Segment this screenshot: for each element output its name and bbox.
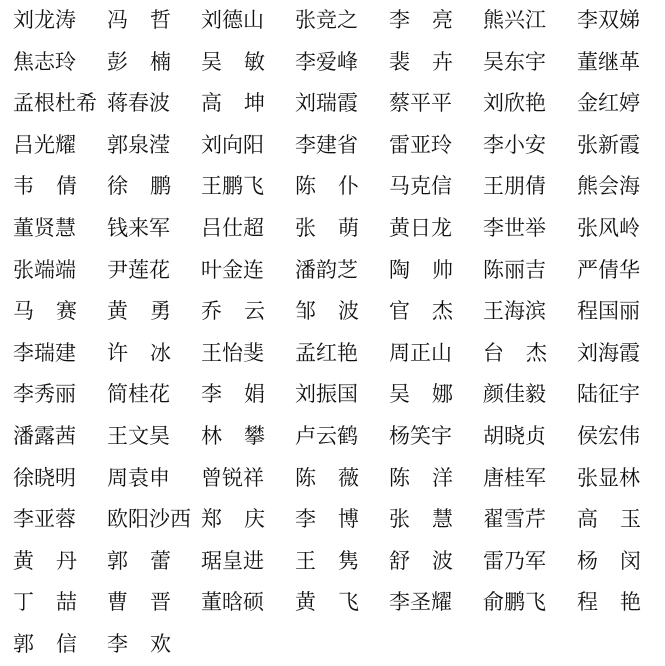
name-item: 冯 哲 xyxy=(107,8,171,32)
name-item: 颜佳毅 xyxy=(483,382,546,407)
name-item: 台 杰 xyxy=(483,340,547,365)
name-item: 金红婷 xyxy=(577,91,640,116)
name-item: 陆征宇 xyxy=(577,382,640,407)
name-item: 黄 丹 xyxy=(13,548,77,573)
name-item: 郭 蕾 xyxy=(107,548,171,573)
name-item: 董继革 xyxy=(577,49,640,74)
name-item: 高 玉 xyxy=(577,507,641,532)
name-item: 李 博 xyxy=(295,507,359,532)
name-item: 张显林 xyxy=(577,465,640,490)
name-item: 郭 信 xyxy=(13,631,77,656)
name-item: 曾锐祥 xyxy=(201,465,264,490)
name-item: 董晗硕 xyxy=(201,590,264,615)
name-item: 舒 波 xyxy=(389,548,453,573)
name-item: 俞鹏飞 xyxy=(483,590,546,615)
name-item: 张端端 xyxy=(13,257,76,282)
name-item: 高 坤 xyxy=(201,91,265,116)
name-item: 李圣耀 xyxy=(389,590,452,615)
name-item: 张竞之 xyxy=(295,8,358,32)
name-item: 孟红艳 xyxy=(295,340,358,365)
name-item: 王海滨 xyxy=(483,299,546,324)
name-item: 潘露茜 xyxy=(13,423,76,448)
name-item: 陶 帅 xyxy=(389,257,453,282)
name-item: 刘向阳 xyxy=(201,132,264,157)
name-item: 李 欢 xyxy=(107,631,171,656)
name-list xyxy=(13,0,663,666)
name-item: 张 萌 xyxy=(295,215,359,240)
name-item: 邹 波 xyxy=(295,299,359,324)
name-item: 吕仕超 xyxy=(201,215,264,240)
name-item: 黄日龙 xyxy=(389,215,452,240)
name-item: 张 慧 xyxy=(389,507,453,532)
name-item: 黄 飞 xyxy=(295,590,359,615)
name-item: 陈 薇 xyxy=(295,465,359,490)
name-item: 琚皇进 xyxy=(201,548,264,573)
name-item: 李 娟 xyxy=(201,382,265,407)
name-item: 丁 喆 xyxy=(13,590,77,615)
name-item: 吴 娜 xyxy=(389,382,453,407)
name-item: 李双娣 xyxy=(577,8,640,32)
name-item: 陈 洋 xyxy=(389,465,453,490)
name-item: 胡晓贞 xyxy=(483,423,546,448)
name-item: 许 冰 xyxy=(107,340,171,365)
name-item: 严倩华 xyxy=(577,257,640,282)
name-item: 吴 敏 xyxy=(201,49,265,74)
name-item: 曹 晋 xyxy=(107,590,171,615)
name-item: 雷亚玲 xyxy=(389,132,452,157)
name-item: 刘龙涛 xyxy=(13,8,76,32)
name-item: 徐晓明 xyxy=(13,465,76,490)
name-item: 雷乃军 xyxy=(483,548,546,573)
name-item: 王鹏飞 xyxy=(201,174,264,199)
name-item: 王 隽 xyxy=(295,548,359,573)
name-item: 黄 勇 xyxy=(107,299,171,324)
name-item: 陈 仆 xyxy=(295,174,359,199)
name-item: 欧阳沙西 xyxy=(107,507,191,532)
name-item: 熊兴江 xyxy=(483,8,546,32)
name-item: 蒋春波 xyxy=(107,91,170,116)
name-item: 杨 闵 xyxy=(577,548,641,573)
name-item: 李小安 xyxy=(483,132,546,157)
name-item: 李爱峰 xyxy=(295,49,358,74)
name-item: 李秀丽 xyxy=(13,382,76,407)
name-item: 潘韵芝 xyxy=(295,257,358,282)
name-item: 陈丽吉 xyxy=(483,257,546,282)
name-item: 刘德山 xyxy=(201,8,264,32)
name-item: 王怡斐 xyxy=(201,340,264,365)
name-item: 刘欣艳 xyxy=(483,91,546,116)
name-item: 吴东宇 xyxy=(483,49,546,74)
name-item: 王朋倩 xyxy=(483,174,546,199)
name-item: 马 赛 xyxy=(13,299,77,324)
name-item: 林 攀 xyxy=(201,423,265,448)
name-item: 官 杰 xyxy=(389,299,453,324)
name-item: 熊会海 xyxy=(577,174,640,199)
name-item: 程国丽 xyxy=(577,299,640,324)
name-item: 李建省 xyxy=(295,132,358,157)
name-item: 侯宏伟 xyxy=(577,423,640,448)
name-item: 卢云鹤 xyxy=(295,423,358,448)
name-item: 乔 云 xyxy=(201,299,265,324)
name-item: 唐桂军 xyxy=(483,465,546,490)
name-item: 彭 楠 xyxy=(107,49,171,74)
name-item: 杨笑宇 xyxy=(389,423,452,448)
name-item: 孟根杜希 xyxy=(13,91,97,116)
name-item: 刘瑞霞 xyxy=(295,91,358,116)
name-item: 李瑞建 xyxy=(13,340,76,365)
name-item: 翟雪芹 xyxy=(483,507,546,532)
name-item: 程 艳 xyxy=(577,590,641,615)
name-item: 周袁申 xyxy=(107,465,170,490)
name-item: 钱来军 xyxy=(107,215,170,240)
name-item: 刘振国 xyxy=(295,382,358,407)
name-item: 刘海霞 xyxy=(577,340,640,365)
name-item: 焦志玲 xyxy=(13,49,76,74)
name-item: 裴 卉 xyxy=(389,49,453,74)
name-item: 李亚蓉 xyxy=(13,507,76,532)
name-item: 马克信 xyxy=(389,174,452,199)
name-item: 郑 庆 xyxy=(201,507,265,532)
name-item: 叶金连 xyxy=(201,257,264,282)
name-item: 董贤慧 xyxy=(13,215,76,240)
name-item: 蔡平平 xyxy=(389,91,452,116)
name-item: 张风岭 xyxy=(577,215,640,240)
name-item: 徐 鹏 xyxy=(107,174,171,199)
name-item: 李 亮 xyxy=(389,8,453,32)
name-item: 王文昊 xyxy=(107,423,170,448)
name-item: 吕光耀 xyxy=(13,132,76,157)
name-item: 张新霞 xyxy=(577,132,640,157)
name-item: 李世举 xyxy=(483,215,546,240)
name-item: 尹莲花 xyxy=(107,257,170,282)
name-item: 简桂花 xyxy=(107,382,170,407)
name-item: 周正山 xyxy=(389,340,452,365)
name-item: 郭泉滢 xyxy=(107,132,170,157)
name-item: 韦 倩 xyxy=(13,174,77,199)
